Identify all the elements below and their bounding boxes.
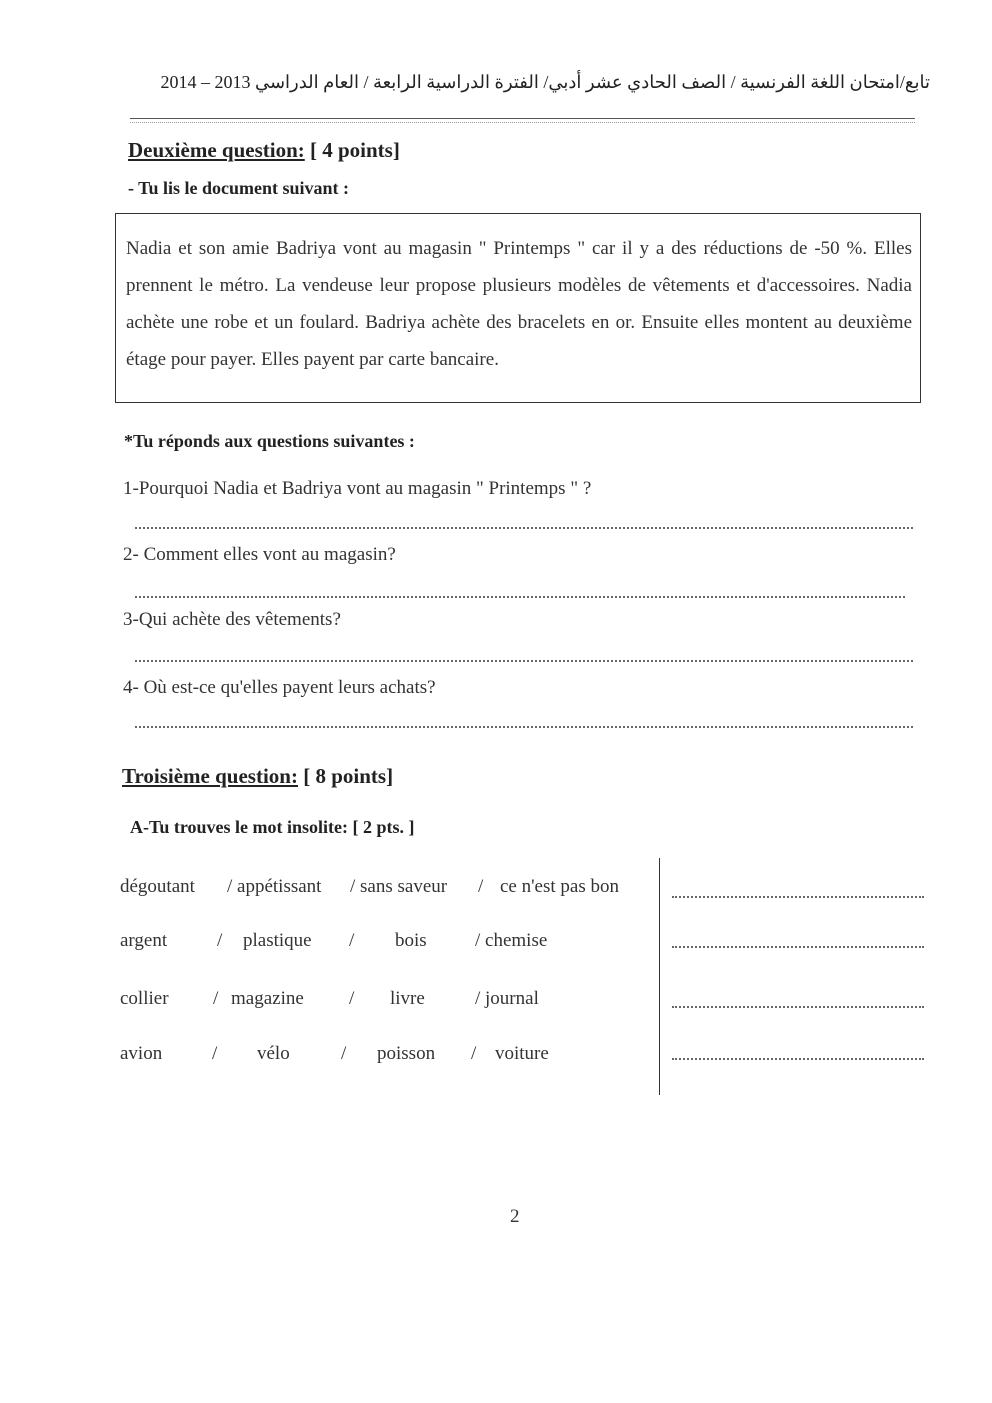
word-separator: /: [213, 988, 219, 1009]
section3-title-label: Troisième question:: [122, 764, 298, 788]
section2-points: [ 4 points]: [310, 138, 400, 162]
reading-document-text: Nadia et son amie Badriya vont au magasin " Printemps " car il y a des réductions de -50 %. Elles prennent le métro. La vendeuse leur propose plusieurs modèles de vêtements et d'accessoires. Nadia achète une robe et un foulard. Badriya achète des bracelets en or. Ensuite elles montent au deuxième étage pour payer. Elles payent par carte bancaire.: [126, 238, 912, 370]
word: dégoutant: [120, 876, 195, 897]
question-2: 2- Comment elles vont au magasin?: [123, 544, 396, 565]
word: bois: [395, 930, 427, 951]
answer-column-divider: [659, 858, 660, 1095]
section2-title: [128, 138, 400, 163]
word: livre: [390, 988, 425, 1009]
word: / chemise: [475, 930, 548, 951]
question-1: 1-Pourquoi Nadia et Badriya vont au magasin " Printemps " ?: [123, 478, 592, 499]
page-number: 2: [510, 1206, 520, 1227]
answer-line-2[interactable]: [135, 596, 905, 598]
word: / journal: [475, 988, 539, 1009]
word: poisson: [377, 1043, 436, 1064]
odd-word-answer-1[interactable]: [672, 896, 924, 898]
word-separator: /: [471, 1043, 477, 1064]
word-separator: /: [217, 930, 223, 951]
section3-points: [ 8 points]: [303, 764, 394, 788]
section3-title: [122, 764, 393, 789]
odd-word-answer-4[interactable]: [672, 1058, 924, 1060]
reading-document-box: [115, 213, 921, 403]
odd-word-answer-2[interactable]: [672, 946, 924, 948]
word: vélo: [257, 1043, 290, 1064]
question-3: 3-Qui achète des vêtements?: [123, 609, 341, 630]
word: ce n'est pas bon: [500, 876, 619, 897]
word-row-3: [120, 988, 650, 1010]
word-row-2: [120, 930, 650, 952]
answer-line-3[interactable]: [135, 660, 913, 662]
word: magazine: [231, 988, 304, 1009]
word: / sans saveur: [350, 876, 448, 897]
section2-instruction: - Tu lis le document suivant :: [128, 178, 350, 198]
word: / appétissant: [227, 876, 322, 897]
word: argent: [120, 930, 168, 951]
word-separator: /: [478, 876, 484, 897]
section3-part-a: A-Tu trouves le mot insolite: [ 2 pts. ]: [130, 817, 415, 837]
word: plastique: [243, 930, 312, 951]
word: collier: [120, 988, 169, 1009]
word-row-1: [120, 876, 650, 898]
odd-word-answer-3[interactable]: [672, 1006, 924, 1008]
answer-line-1[interactable]: [135, 527, 913, 529]
word-row-4: [120, 1043, 650, 1065]
question-4: 4- Où est-ce qu'elles payent leurs achats?: [123, 677, 436, 698]
answer-line-4[interactable]: [135, 726, 913, 728]
word-separator: /: [349, 930, 355, 951]
word: avion: [120, 1043, 163, 1064]
section2-title-label: Deuxième question:: [128, 138, 305, 162]
questions-prompt: *Tu réponds aux questions suivantes :: [124, 431, 415, 451]
header-divider: [130, 118, 915, 123]
exam-header: تابع/امتحان اللغة الفرنسية / الصف الحادي عشر أدبي/ الفترة الدراسية الرابعة / العام الدراسي 2013 – 2014: [160, 72, 930, 92]
word-separator: /: [341, 1043, 347, 1064]
word: voiture: [495, 1043, 549, 1064]
word-separator: /: [349, 988, 355, 1009]
word-separator: /: [212, 1043, 218, 1064]
